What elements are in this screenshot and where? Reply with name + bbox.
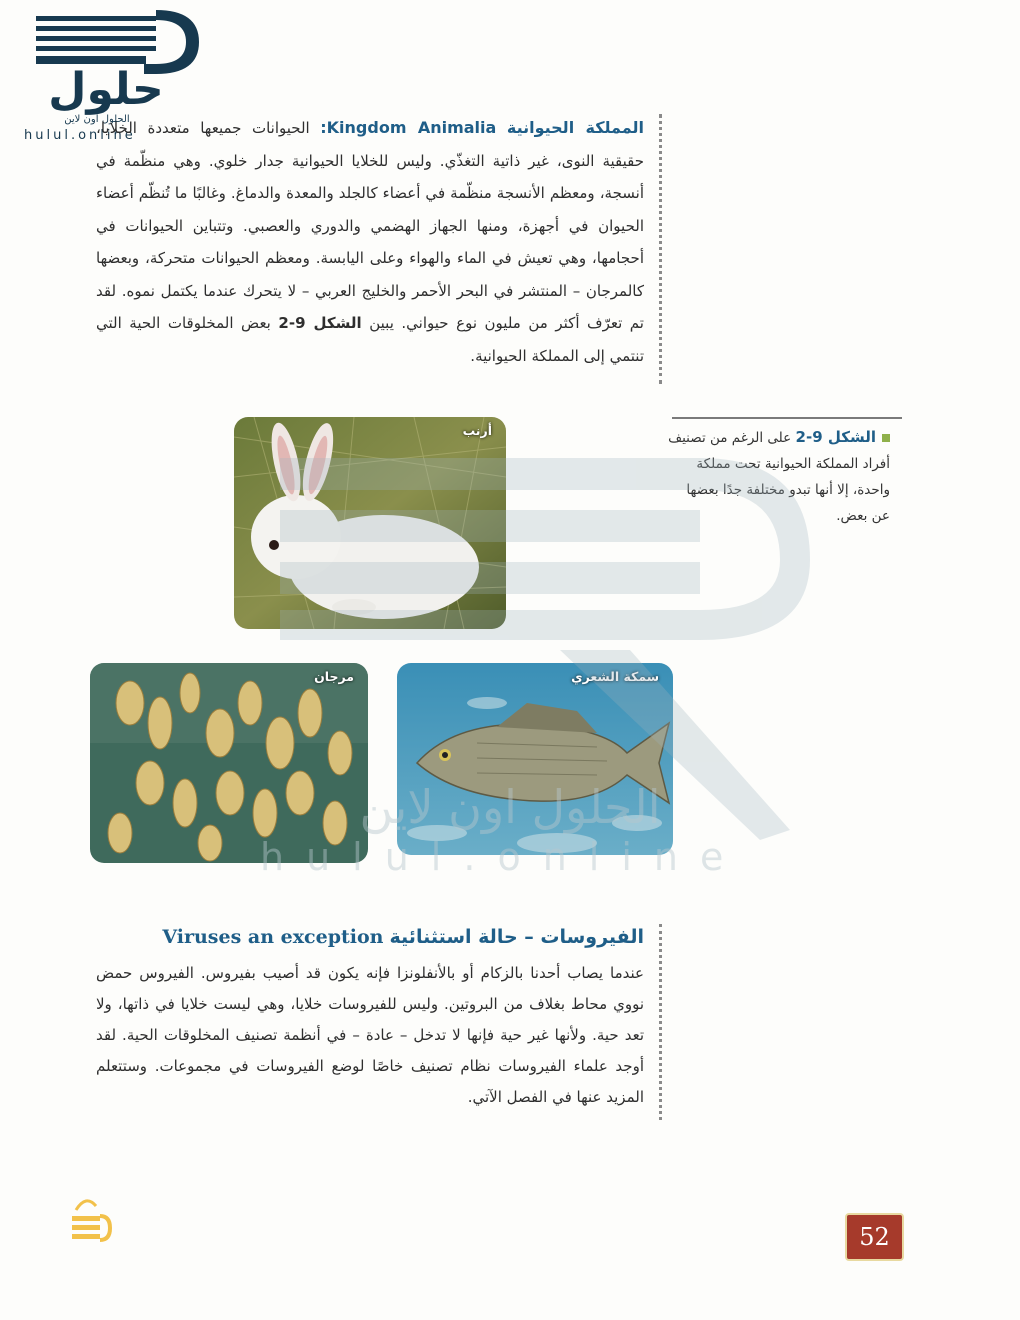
photo-fish-label: سمكة الشعري [571,669,659,684]
section-kingdom-animalia [96,112,644,372]
section2-heading-arabic: الفيروسات – حالة استثنائية [389,926,644,948]
figure-caption [668,424,890,529]
watermark-arabic-text: الحلول اون لاين [359,780,661,834]
section1-figure-reference: الشكل 9-2 [278,314,362,332]
caption-rule [672,417,902,419]
section1-paragraph [96,112,644,372]
logo-small-arabic: الحلول اون لاين [64,114,130,125]
section1-divider [659,114,662,384]
section2-divider [659,924,662,1120]
section1-lead-text: الحيوانات جميعها متعددة الخلايا، [96,119,310,137]
logo-latin-text: hulul.online [24,128,136,143]
section1-heading-arabic: المملكة الحيوانية [506,118,644,137]
photo-coral-label: مرجان [314,669,354,684]
section1-heading-separator: : [320,118,327,137]
photo-coral [90,663,368,863]
caption-figure-label: الشكل 9-2 [795,428,876,446]
section1-body-1: حقيقية النوى، غير ذاتية التغذّي. وليس للخلايا الحيوانية جدار خلوي. وهي منظّمة في أنسجة، ومعظم الأنسجة منظّمة في أعضاء كالجلد والمعدة والدماغ. وغالبًا ما تُنظّم أعضاء الحيوان في أجهزة، ومنها الجهاز الهضمي والدوري والعصبي. وتتباين الحيوانات في أحجامها، وهي تعيش في الماء والهواء وعلى اليابسة. ومعظم الحيوانات متحركة، وبعضها كالمرجان – المنتشر في البحر الأحمر والخليج العربي – لا يتحرك عندما يكتمل نموه. لقد تم تعرّف أكثر من مليون نوع حيواني. يبين [96,151,644,332]
caption-bullet-icon [882,434,890,442]
watermark-latin-text: hulul.online [260,835,746,879]
photo-fish [397,663,673,855]
bottom-logo-icon [64,1194,114,1254]
section-viruses [96,922,644,1113]
section2-heading [96,922,644,952]
caption-text: على الرغم من تصنيف أفراد المملكة الحيوانية تحت مملكة واحدة، إلا أنها تبدو مختلفة جدًا بعضها عن بعض. [668,430,890,524]
section1-heading-english: Kingdom Animalia [326,118,497,137]
section2-paragraph: عندما يصاب أحدنا بالزكام أو بالأنفلونزا فإنه يكون قد أصيب بفيروس. الفيروس حمض نووي محاط بغلاف من البروتين. وليس للفيروسات خلايا، وهي ليست خلايا في ذاتها، ولا تعد حية. ولأنها غير حية فإنها لا تدخل – عادة – في أنظمة تصنيف المخلوقات الحية. لقد أوجد علماء الفيروسات نظام تصنيف خاصًا لوضع الفيروسات في مجموعات. وستتعلم المزيد عنها في الفصل الآتي. [96,964,644,1106]
coral-image [90,663,368,863]
rabbit-image [234,417,506,629]
section2-heading-english: Viruses an exception [162,926,384,948]
page-number: 52 [845,1213,904,1261]
photo-rabbit-label: أرنب [462,423,492,438]
logo-arabic-text: حلول [48,64,164,115]
fish-image [397,663,673,855]
photo-rabbit [234,417,506,629]
section1-body-2: بعض المخلوقات الحية التي تنتمي إلى المملكة الحيوانية. [96,314,644,365]
